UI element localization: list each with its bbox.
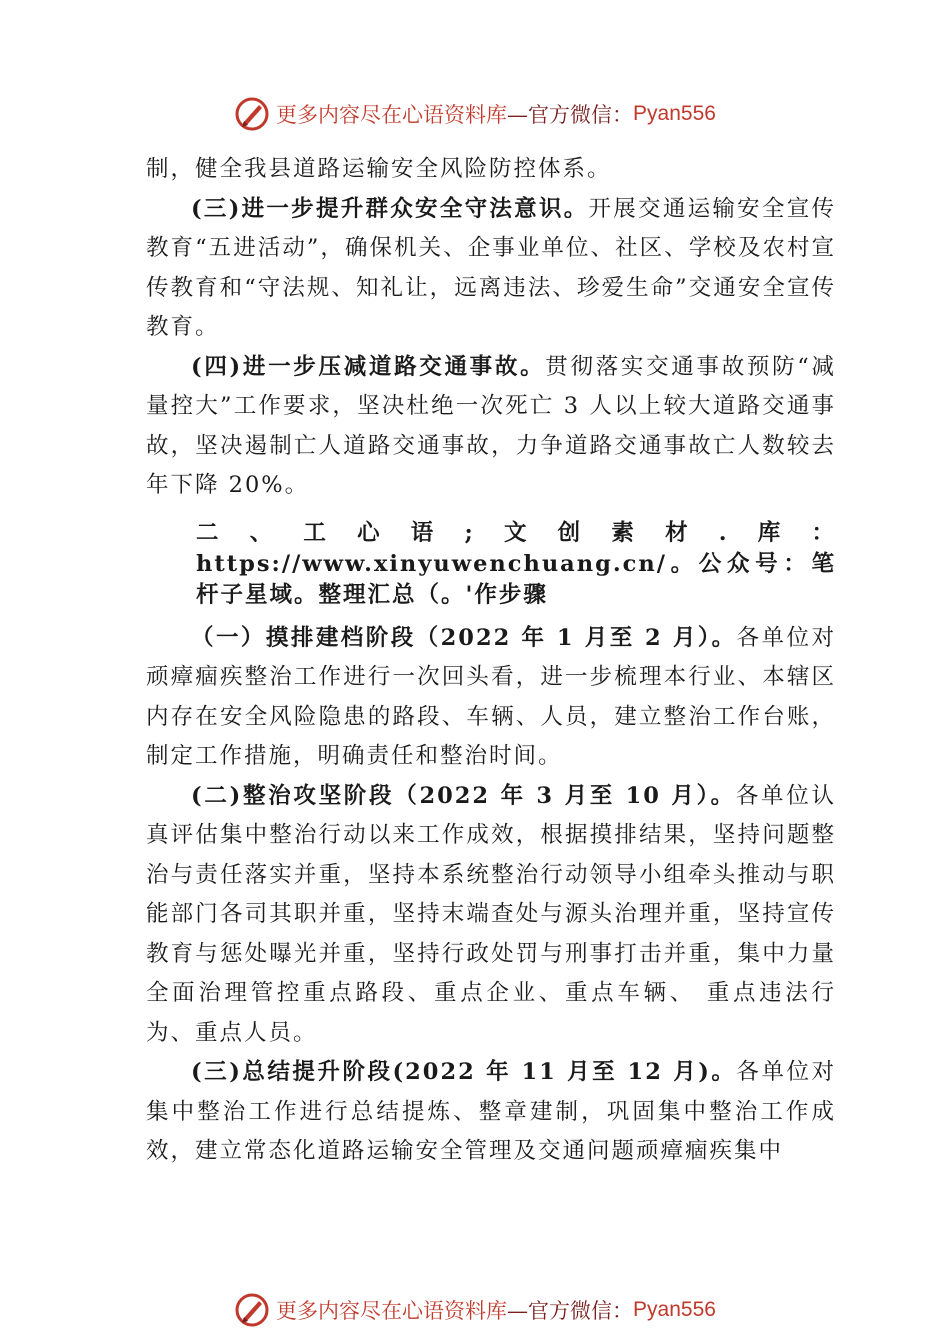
watermark-handle: Pyan556: [633, 102, 716, 125]
paragraph-lead: (二)整治攻坚阶段（2022 年 3 月至 10 月）。: [191, 782, 736, 809]
paragraph-text: 各单位认真评估集中整治行动以来工作成效，根据摸排结果，坚持问题整治与责任落实并重，坚持本系统整治行动领导小组牵头推动与职能部门各司其职并重，坚持末端查处与源头治理并重，坚持宣传教育与惩处曝光并重，坚持行政处罚与刑事打击并重，集中力量全面治理管控重点路段、重点企业、重点车辆、 重点违法行为、重点人员。: [146, 782, 836, 1046]
paragraph-lead: (三)总结提升阶段(2022 年 11 月至 12 月)。: [191, 1059, 737, 1085]
watermark-text: 更多内容尽在心语资料库: [276, 103, 508, 127]
paragraph-stage-two: [146, 777, 836, 1054]
section-heading-text: 二、工心语;文创素材.库：https://www.xinyuwenchuang.cn/。公众号：笔杆子星域。整理汇总（。'作步骤: [196, 519, 836, 608]
paragraph-text: 各单位对集中整治工作进行总结提炼、整章建制，巩固集中整治工作成效，建立常态化道路运输安全管理及交通问题顽瘴痼疾集中: [146, 1059, 836, 1164]
paragraph-lead: （一）摸排建档阶段（2022 年 1 月至 2 月）。: [191, 624, 737, 651]
watermark-suffix: —官方微信：: [507, 103, 634, 127]
document-body: [146, 150, 836, 1172]
section-heading: [146, 518, 836, 611]
paragraph-text: 制，健全我县道路运输安全风险防控体系。: [146, 156, 612, 182]
watermark-text: 更多内容尽在心语资料库: [276, 1299, 508, 1323]
paragraph-text: 各单位对顽瘴痼疾整治工作进行一次回头看，进一步梳理本行业、本辖区内存在安全风险隐患的路段、车辆、人员，建立整治工作台账，制定工作措施，明确责任和整治时间。: [146, 624, 836, 769]
paragraph-accidents: [146, 348, 836, 506]
paragraph-awareness: [146, 190, 836, 348]
pen-logo-icon: [234, 96, 270, 132]
watermark-footer: [0, 1290, 950, 1330]
paragraph-stage-three: [146, 1053, 836, 1172]
watermark-handle: Pyan556: [633, 1298, 716, 1321]
paragraph-text: 开展交通运输安全宣传教育“五进活动”，确保机关、企事业单位、社区、学校及农村宣传教育和“守法规、知礼让，远离违法、珍爱生命”交通安全宣传教育。: [146, 195, 836, 340]
pen-logo-icon: [234, 1292, 270, 1328]
paragraph-stage-one: [146, 619, 836, 777]
watermark-suffix: —官方微信：: [507, 1299, 634, 1323]
paragraph-continuation: [146, 150, 836, 190]
paragraph-lead: (四)进一步压减道路交通事故。: [191, 353, 546, 380]
paragraph-lead: (三)进一步提升群众安全守法意识。: [191, 195, 589, 222]
watermark-header: [0, 94, 950, 134]
paragraph-text: 贯彻落实交通事故预防“减量控大”工作要求，坚决杜绝一次死亡 3 人以上较大道路交通事故，坚决遏制亡人道路交通事故，力争道路交通事故亡人数较去年下降 20%。: [146, 353, 836, 498]
